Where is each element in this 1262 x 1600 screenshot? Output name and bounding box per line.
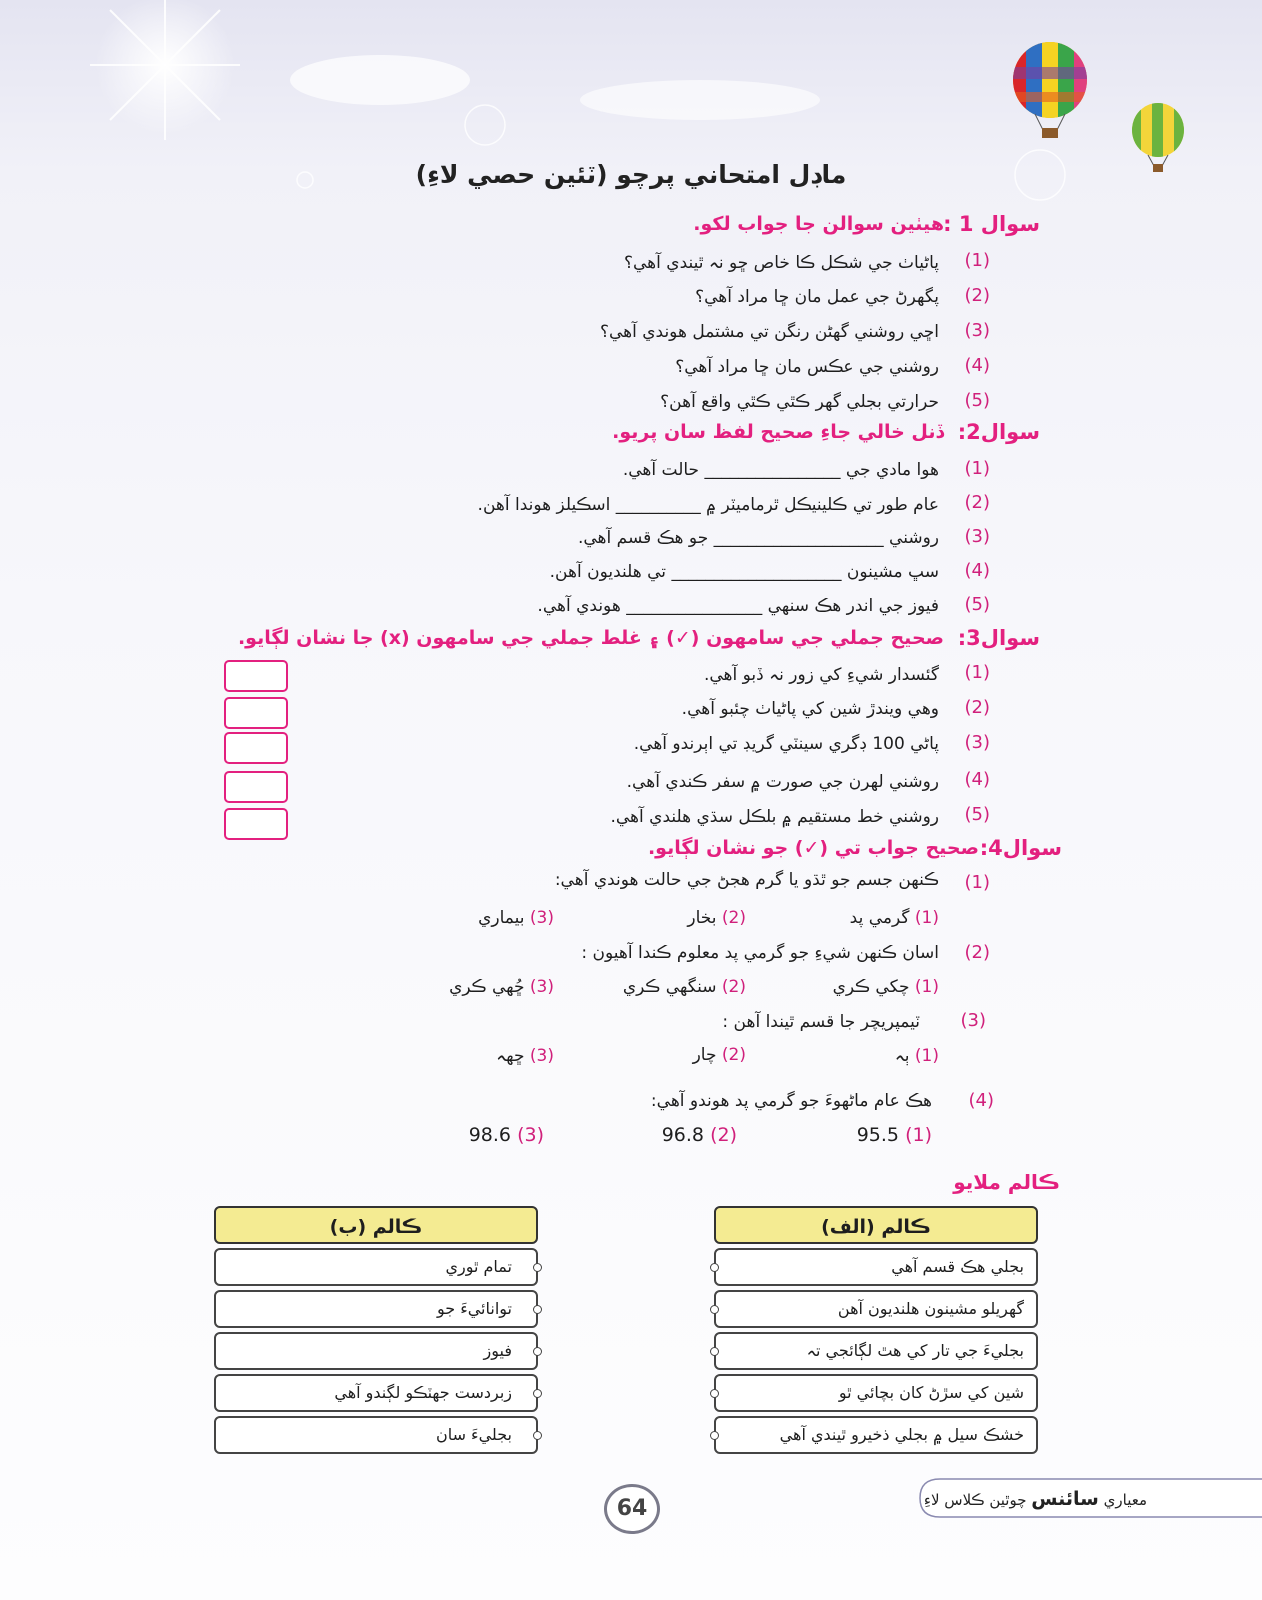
q1-item-number: (2) [964, 285, 990, 306]
q4-item-text: اسان ڪنهن شيءِ جو گرمي پد معلوم ڪندا آهيون : [581, 943, 939, 963]
book-prefix: معياري [1103, 1491, 1147, 1509]
option-number: (3) [517, 1124, 544, 1146]
option-number: (1) [905, 1124, 932, 1146]
option-text: ڇُهي ڪري [449, 977, 525, 997]
q3-heading: سوال3: [957, 626, 1040, 650]
option[interactable] [857, 1124, 932, 1146]
q1-heading: سوال 1 : [943, 212, 1040, 236]
column-a-item-text: خشڪ سيل ۾ بجلي ذخيرو ٿيندي آهي [779, 1425, 1024, 1444]
column-b-item-text: تمام ٿوري [445, 1257, 512, 1276]
option-number: (2) [721, 977, 746, 997]
q2-item-number: (4) [964, 560, 990, 581]
hot-air-balloon-icon [1010, 42, 1090, 142]
q4-item-number: (3) [960, 1010, 986, 1031]
column-a-item-text: بجليءَ جي تار کي هٿ لڳائجي تہ [806, 1341, 1024, 1360]
connector-dot[interactable] [533, 1347, 542, 1356]
connector-dot[interactable] [710, 1305, 719, 1314]
q1-item-number: (3) [964, 320, 990, 341]
q2-item-number: (3) [964, 526, 990, 547]
column-a-item[interactable] [714, 1416, 1038, 1454]
column-a-item[interactable] [714, 1248, 1038, 1286]
option-number: (3) [529, 977, 554, 997]
option[interactable] [478, 908, 554, 928]
connector-dot[interactable] [710, 1389, 719, 1398]
page-title: ماڊل امتحاني پرچو (ٽئين حصي لاءِ) [415, 160, 847, 189]
column-b-item-text: توانائيءَ جو [436, 1299, 512, 1318]
q1-item-text: حرارتي بجلي گهر ڪٿي ڪٿي واقع آهن؟ [660, 392, 939, 412]
q3-item-text: روشني لهرن جي صورت ۾ سفر ڪندي آهي. [626, 772, 939, 792]
q4-item-number: (1) [964, 872, 990, 893]
option[interactable] [496, 1045, 554, 1066]
q2-item-number: (1) [964, 458, 990, 479]
q1-item-text: روشني جي عڪس مان ڇا مراد آهي؟ [675, 357, 939, 377]
column-b-item[interactable] [214, 1416, 538, 1454]
option-number: (1) [914, 1046, 939, 1066]
column-b-item[interactable] [214, 1248, 538, 1286]
connector-dot[interactable] [710, 1347, 719, 1356]
column-a-item-text: شين کي سڙڻ کان بچائي ٿو [838, 1383, 1024, 1402]
q4-heading: سوال4: [979, 836, 1062, 860]
q4-item-text: ٽيمپريچر جا قسم ٿيندا آهن : [722, 1012, 920, 1032]
connector-dot[interactable] [533, 1263, 542, 1272]
option[interactable] [449, 977, 554, 997]
q1-item-number: (1) [964, 250, 990, 271]
q2-item-text: عام طور تي ڪلينيڪل ٿرماميٽر ۾ __________ اسڪيلز هوندا آهن. [477, 495, 939, 515]
q4-item-number: (4) [968, 1090, 994, 1111]
option[interactable] [623, 977, 746, 997]
q1-item-text: پاڻياٺ جي شڪل ڪا خاص ڇو نہ ٿيندي آهي؟ [623, 253, 939, 273]
column-a-item-text: گهريلو مشينون هلنديون آهن [837, 1299, 1024, 1318]
answer-box[interactable] [224, 808, 288, 840]
option-number: (1) [914, 977, 939, 997]
column-a-item[interactable] [714, 1290, 1038, 1328]
option-text: 98.6 [468, 1124, 512, 1146]
option[interactable] [850, 908, 939, 928]
q1-item-text: اڇي روشني گهڻن رنگن تي مشتمل هوندي آهي؟ [599, 322, 939, 342]
option[interactable] [687, 908, 746, 928]
option-text: بيماري [478, 908, 525, 928]
q3-instruction: صحيح جملي جي سامهون (✓) ۽ غلط جملي جي سامهون (x) جا نشان لڳايو. [237, 627, 944, 649]
q3-item-number: (3) [964, 732, 990, 753]
option-number: (2) [721, 1045, 746, 1065]
q3-item-text: گئسدار شيءِ کي زور نہ ڏبو آهي. [703, 665, 939, 685]
column-b-item[interactable] [214, 1374, 538, 1412]
answer-box[interactable] [224, 697, 288, 729]
option-text: چار [692, 1045, 717, 1065]
q2-item-text: سڀ مشينون ____________________ تي هلنديون آهن. [549, 562, 939, 582]
book-suffix: چوٿين ڪلاس لاءِ [923, 1491, 1027, 1509]
option-text: ٻہ [894, 1046, 910, 1066]
connector-dot[interactable] [533, 1305, 542, 1314]
q1-item-number: (4) [964, 355, 990, 376]
option-text: 96.8 [661, 1124, 705, 1146]
answer-box[interactable] [224, 660, 288, 692]
q4-instruction: صحيح جواب تي (✓) جو نشان لڳايو. [647, 837, 979, 859]
column-a-item-text: بجلي هڪ قسم آهي [891, 1257, 1024, 1276]
option[interactable] [833, 977, 939, 997]
q1-item-number: (5) [964, 390, 990, 411]
column-a-header: ڪالم (الف) [714, 1206, 1038, 1244]
column-a-item[interactable] [714, 1374, 1038, 1412]
option-text: بخار [687, 908, 717, 928]
option-number: (1) [914, 908, 939, 928]
page-number: 64 [604, 1484, 660, 1534]
option-text: گرمي پد [849, 908, 910, 928]
q2-item-number: (2) [964, 492, 990, 513]
option-text: 95.5 [856, 1124, 900, 1146]
q3-item-number: (1) [964, 662, 990, 683]
q2-item-number: (5) [964, 594, 990, 615]
column-a-item[interactable] [714, 1332, 1038, 1370]
option-text: سنگهي ڪري [622, 977, 717, 997]
column-b-header: ڪالم (ب) [214, 1206, 538, 1244]
q4-item-text: ڪنهن جسم جو ٿڌو يا گرم هجڻ جي حالت هوندي آهي: [554, 870, 939, 890]
connector-dot[interactable] [533, 1431, 542, 1440]
column-b-item[interactable] [214, 1332, 538, 1370]
q3-item-number: (2) [964, 697, 990, 718]
connector-dot[interactable] [710, 1263, 719, 1272]
connector-dot[interactable] [710, 1431, 719, 1440]
q3-item-text: پاڻي 100 ڊگري سينٽي گريڊ تي اٻرندو آهي. [633, 734, 939, 754]
q3-item-text: وهي ويندڙ شين کي پاڻياٺ چئبو آهي. [681, 699, 939, 719]
option-number: (3) [529, 908, 554, 928]
q1-instruction: هيٺين سوالن جا جواب لکو. [693, 213, 944, 235]
answer-box[interactable] [224, 771, 288, 803]
q2-instruction: ڏنل خالي جاءِ صحيح لفظ سان پريو. [612, 421, 944, 443]
q4-item-number: (2) [964, 942, 990, 963]
option-number: (2) [710, 1124, 737, 1146]
column-b-item-text: بجليءَ سان [435, 1425, 512, 1444]
book-subject: سائنس [1031, 1488, 1099, 1510]
q2-item-text: روشني ____________________ جو هڪ قسم آهي. [577, 528, 939, 548]
column-b-item-text: فيوز [483, 1341, 512, 1360]
option-number: (3) [529, 1046, 554, 1066]
q2-item-text: هوا مادي جي ________________ حالت آهي. [622, 460, 939, 480]
connector-dot[interactable] [533, 1389, 542, 1398]
q4-item-text: هڪ عام ماڻهوءَ جو گرمي پد هوندو آهي: [650, 1091, 932, 1111]
option[interactable] [662, 1124, 737, 1146]
q2-heading: سوال2: [957, 420, 1040, 444]
option-number: (2) [721, 908, 746, 928]
option-text: چکي ڪري [832, 977, 910, 997]
option-text: ڇهہ [496, 1046, 525, 1066]
q2-item-text: فيوز جي اندر هڪ سنهي ________________ هوندي آهي. [537, 596, 939, 616]
match-title: ڪالم ملايو [953, 1170, 1060, 1194]
q1-item-text: پگهرڻ جي عمل مان ڇا مراد آهي؟ [695, 287, 939, 307]
answer-box[interactable] [224, 732, 288, 764]
column-b-item-text: زبردست جهٽڪو لڳندو آهي [334, 1383, 512, 1402]
option[interactable] [693, 1045, 746, 1065]
column-b-item[interactable] [214, 1290, 538, 1328]
q3-item-text: روشني خط مستقيم ۾ بلڪل سڌي هلندي آهي. [610, 807, 939, 827]
q3-item-number: (5) [964, 804, 990, 825]
option[interactable] [469, 1124, 544, 1146]
option[interactable] [895, 1045, 939, 1066]
q3-item-number: (4) [964, 769, 990, 790]
book-title [924, 1488, 1147, 1510]
